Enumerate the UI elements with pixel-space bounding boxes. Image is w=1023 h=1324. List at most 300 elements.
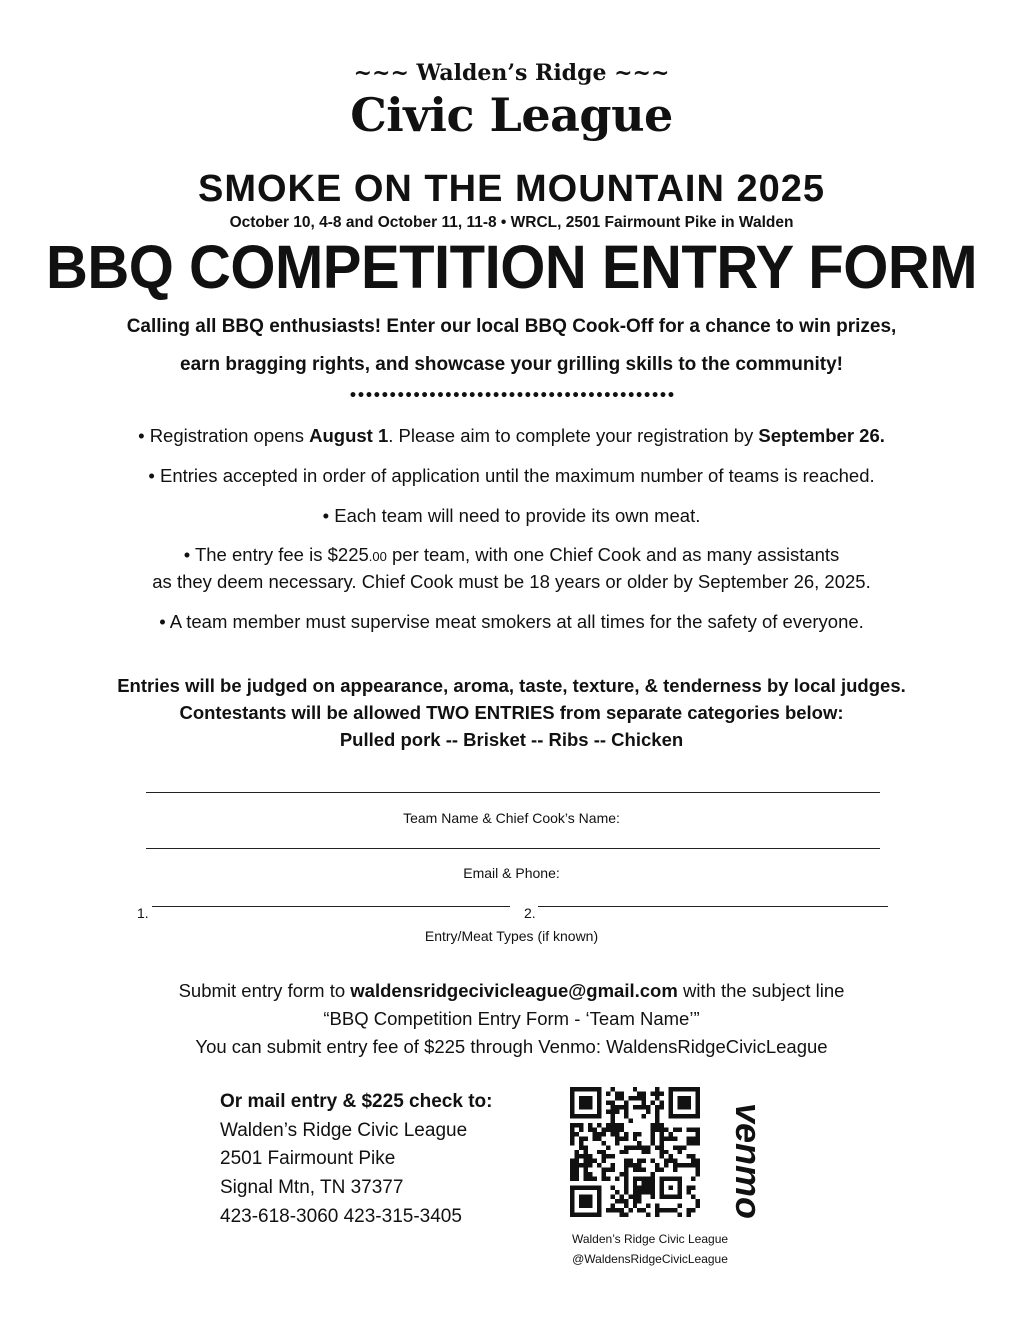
qr-module	[606, 1100, 610, 1104]
form-title: BBQ COMPETITION ENTRY FORM	[45, 233, 978, 302]
qr-module	[610, 1114, 614, 1118]
qr-module	[673, 1127, 677, 1131]
qr-module	[678, 1204, 682, 1208]
qr-module	[646, 1204, 650, 1208]
qr-module	[624, 1172, 628, 1176]
qr-module	[651, 1136, 655, 1140]
qr-module	[588, 1123, 592, 1127]
qr-module	[687, 1213, 691, 1217]
qr-module	[570, 1132, 574, 1136]
qr-module	[637, 1096, 641, 1100]
qr-module	[655, 1163, 659, 1167]
qr-module	[691, 1141, 695, 1145]
qr-module	[664, 1127, 668, 1131]
qr-module	[687, 1186, 691, 1190]
qr-module	[678, 1127, 682, 1131]
qr-module	[678, 1213, 682, 1217]
qr-module	[642, 1105, 646, 1109]
qr-module	[619, 1091, 623, 1095]
qr-module	[651, 1159, 655, 1163]
qr-module	[624, 1150, 628, 1154]
qr-module	[696, 1159, 700, 1163]
email-phone-line[interactable]	[146, 848, 880, 849]
qr-module	[610, 1163, 614, 1167]
qr-module	[696, 1168, 700, 1172]
judging-line-2: Contestants will be allowed TWO ENTRIES from separate categories below:	[179, 702, 844, 723]
entry-1-number: 1.	[137, 905, 149, 921]
bullet-fee-line-2: as they deem necessary. Chief Cook must be 18 years or older by September 26, 2025.	[152, 571, 871, 592]
qr-module	[646, 1105, 650, 1109]
qr-module	[570, 1177, 574, 1181]
qr-module	[646, 1186, 650, 1190]
qr-module	[570, 1127, 574, 1131]
qr-module	[592, 1127, 596, 1131]
qr-module	[615, 1141, 619, 1145]
qr-module	[583, 1154, 587, 1158]
qr-module	[655, 1118, 659, 1122]
qr-module	[642, 1177, 646, 1181]
qr-module	[642, 1091, 646, 1095]
qr-module	[624, 1177, 628, 1181]
qr-module	[624, 1181, 628, 1185]
qr-module	[691, 1208, 695, 1212]
qr-module	[583, 1172, 587, 1176]
qr-module	[696, 1163, 700, 1167]
org-name-main: Civic League	[350, 88, 673, 142]
qr-module	[637, 1168, 641, 1172]
qr-module	[624, 1114, 628, 1118]
qr-module	[610, 1100, 614, 1104]
qr-module	[655, 1087, 659, 1091]
team-name-label: Team Name & Chief Cook’s Name:	[403, 810, 620, 826]
qr-module	[696, 1132, 700, 1136]
qr-module	[588, 1163, 592, 1167]
qr-module	[691, 1186, 695, 1190]
qr-module	[615, 1190, 619, 1194]
qr-module	[619, 1136, 623, 1140]
qr-module	[570, 1163, 574, 1167]
qr-module	[633, 1096, 637, 1100]
qr-module	[678, 1163, 682, 1167]
qr-module	[687, 1190, 691, 1194]
qr-module	[592, 1132, 596, 1136]
qr-module	[592, 1136, 596, 1140]
qr-module	[660, 1091, 664, 1095]
qr-module	[655, 1109, 659, 1113]
qr-module	[579, 1163, 583, 1167]
qr-module	[637, 1141, 641, 1145]
qr-module	[655, 1105, 659, 1109]
qr-module	[673, 1163, 677, 1167]
qr-module	[619, 1127, 623, 1131]
qr-module	[669, 1136, 673, 1140]
qr-module	[651, 1127, 655, 1131]
qr-module	[574, 1123, 578, 1127]
qr-module	[655, 1208, 659, 1212]
intro-line-1: Calling all BBQ enthusiasts! Enter our local BBQ Cook-Off for a chance to win prizes,	[126, 316, 897, 337]
qr-module	[637, 1145, 641, 1149]
mail-name: Walden’s Ridge Civic League	[220, 1120, 468, 1141]
qr-module	[570, 1141, 574, 1145]
qr-module	[588, 1172, 592, 1176]
qr-module	[687, 1208, 691, 1212]
qr-module	[606, 1177, 610, 1181]
qr-module	[588, 1159, 592, 1163]
qr-module	[669, 1154, 673, 1158]
qr-module	[628, 1118, 632, 1122]
qr-module	[606, 1145, 610, 1149]
qr-module	[669, 1132, 673, 1136]
qr-module	[619, 1096, 623, 1100]
qr-module	[610, 1204, 614, 1208]
qr-module	[637, 1208, 641, 1212]
qr-module	[615, 1105, 619, 1109]
qr-module	[624, 1213, 628, 1217]
qr-module	[583, 1168, 587, 1172]
qr-module	[696, 1136, 700, 1140]
qr-module	[664, 1150, 668, 1154]
entry-1-line[interactable]	[152, 906, 510, 907]
qr-module	[606, 1168, 610, 1172]
qr-module	[646, 1150, 650, 1154]
qr-module	[669, 1159, 673, 1163]
qr-module	[651, 1177, 655, 1181]
qr-module	[601, 1132, 605, 1136]
qr-module	[601, 1172, 605, 1176]
qr-module	[642, 1181, 646, 1185]
qr-module	[691, 1136, 695, 1140]
qr-module	[579, 1145, 583, 1149]
qr-module	[651, 1091, 655, 1095]
qr-module	[624, 1190, 628, 1194]
qr-module	[637, 1190, 641, 1194]
bullet-meat: • Each team will need to provide its own meat.	[322, 505, 701, 526]
qr-module	[642, 1150, 646, 1154]
qr-module	[588, 1127, 592, 1131]
qr-module	[583, 1177, 587, 1181]
qr-module	[570, 1136, 574, 1140]
qr-module	[691, 1163, 695, 1167]
qr-module	[655, 1127, 659, 1131]
qr-module	[660, 1154, 664, 1158]
qr-module	[660, 1136, 664, 1140]
qr-module	[655, 1204, 659, 1208]
qr-module	[646, 1213, 650, 1217]
qr-module	[610, 1127, 614, 1131]
qr-module	[619, 1208, 623, 1212]
team-name-line[interactable]	[146, 792, 880, 793]
qr-module	[682, 1145, 686, 1149]
qr-module	[660, 1168, 664, 1172]
qr-module	[624, 1204, 628, 1208]
qr-module	[615, 1132, 619, 1136]
mail-heading: Or mail entry & $225 check to:	[220, 1091, 493, 1112]
bullet-registration: • Registration opens August 1. Please aim to complete your registration by September 26.	[138, 425, 885, 446]
qr-module	[633, 1199, 637, 1203]
qr-module	[673, 1168, 677, 1172]
qr-module	[610, 1105, 614, 1109]
qr-module	[597, 1123, 601, 1127]
qr-module	[655, 1114, 659, 1118]
qr-module	[664, 1163, 668, 1167]
qr-module	[583, 1159, 587, 1163]
qr-module	[633, 1163, 637, 1167]
qr-module	[610, 1109, 614, 1113]
qr-module	[633, 1204, 637, 1208]
qr-module	[642, 1159, 646, 1163]
qr-module	[655, 1096, 659, 1100]
qr-module	[633, 1195, 637, 1199]
submit-subject: “BBQ Competition Entry Form - ‘Team Name’”	[323, 1008, 700, 1029]
qr-module	[637, 1159, 641, 1163]
qr-module	[687, 1141, 691, 1145]
venmo-qr-code-icon[interactable]	[570, 1086, 700, 1218]
qr-module	[660, 1150, 664, 1154]
qr-module	[633, 1190, 637, 1194]
qr-module	[642, 1145, 646, 1149]
qr-module	[691, 1154, 695, 1158]
qr-module	[624, 1145, 628, 1149]
qr-module	[642, 1096, 646, 1100]
qr-module	[642, 1168, 646, 1172]
qr-module	[660, 1123, 664, 1127]
judging-line-1: Entries will be judged on appearance, aroma, taste, texture, & tenderness by local judges.	[117, 675, 906, 696]
qr-module	[601, 1150, 605, 1154]
qr-module	[646, 1145, 650, 1149]
qr-module	[651, 1132, 655, 1136]
bullet-fee: • The entry fee is $225.00 per team, with one Chief Cook and as many assistants	[183, 544, 840, 565]
qr-module	[691, 1159, 695, 1163]
org-name-top: ~~~ Walden’s Ridge ~~~	[353, 60, 670, 86]
qr-module	[646, 1190, 650, 1194]
qr-module	[642, 1100, 646, 1104]
qr-module	[628, 1163, 632, 1167]
qr-module	[619, 1199, 623, 1203]
meat-categories: Pulled pork -- Brisket -- Ribs -- Chicken	[339, 729, 684, 750]
qr-module	[601, 1127, 605, 1131]
qr-module	[696, 1172, 700, 1176]
qr-module	[619, 1123, 623, 1127]
qr-module	[615, 1127, 619, 1131]
qr-module	[651, 1100, 655, 1104]
qr-module	[610, 1154, 614, 1158]
qr-module	[660, 1105, 664, 1109]
bullet-supervise: • A team member must supervise meat smokers at all times for the safety of everyone.	[159, 611, 864, 632]
qr-module	[588, 1177, 592, 1181]
submit-email[interactable]: waldensridgecivicleague@gmail.com	[350, 980, 678, 1001]
qr-module	[655, 1145, 659, 1149]
qr-module	[651, 1190, 655, 1194]
qr-module	[628, 1145, 632, 1149]
qr-module	[583, 1150, 587, 1154]
qr-module	[570, 1172, 574, 1176]
qr-module	[615, 1123, 619, 1127]
qr-module	[624, 1105, 628, 1109]
qr-module	[574, 1172, 578, 1176]
qr-module	[633, 1181, 637, 1185]
venmo-caption-name: Walden’s Ridge Civic League	[571, 1232, 729, 1246]
qr-module	[687, 1163, 691, 1167]
qr-module	[655, 1168, 659, 1172]
qr-module	[660, 1208, 664, 1212]
qr-module	[624, 1199, 628, 1203]
entry-2-line[interactable]	[538, 906, 888, 907]
venmo-logo: venmo	[728, 1102, 769, 1220]
event-dates-location: October 10, 4-8 and October 11, 11-8 • WRCL, 2501 Fairmount Pike in Walden	[229, 214, 794, 231]
qr-module	[624, 1109, 628, 1113]
qr-module	[660, 1100, 664, 1104]
qr-module	[651, 1123, 655, 1127]
qr-module	[646, 1181, 650, 1185]
qr-module	[651, 1172, 655, 1176]
qr-module	[583, 1145, 587, 1149]
mail-street: 2501 Fairmount Pike	[220, 1148, 396, 1169]
qr-module	[633, 1168, 637, 1172]
qr-module	[574, 1154, 578, 1158]
qr-module	[642, 1114, 646, 1118]
qr-module	[633, 1145, 637, 1149]
qr-module	[673, 1145, 677, 1149]
qr-module	[570, 1159, 574, 1163]
qr-module	[624, 1163, 628, 1167]
qr-module	[574, 1177, 578, 1181]
qr-module	[606, 1154, 610, 1158]
qr-module	[606, 1208, 610, 1212]
qr-module	[664, 1159, 668, 1163]
qr-module	[615, 1199, 619, 1203]
qr-module	[597, 1150, 601, 1154]
qr-module	[664, 1136, 668, 1140]
qr-module	[574, 1163, 578, 1167]
qr-module	[574, 1150, 578, 1154]
submit-line-1: Submit entry form to waldensridgecivicleague@gmail.com with the subject line	[178, 980, 845, 1001]
qr-module	[574, 1168, 578, 1172]
qr-module	[682, 1163, 686, 1167]
qr-module	[588, 1154, 592, 1158]
qr-module	[592, 1159, 596, 1163]
qr-module	[628, 1195, 632, 1199]
qr-module	[615, 1109, 619, 1113]
qr-module	[606, 1109, 610, 1113]
venmo-caption-handle: @WaldensRidgeCivicLeague	[572, 1252, 728, 1266]
qr-module	[579, 1141, 583, 1145]
mail-city: Signal Mtn, TN 37377	[220, 1177, 404, 1198]
qr-module	[637, 1091, 641, 1095]
qr-module	[601, 1168, 605, 1172]
qr-module	[624, 1132, 628, 1136]
qr-module	[624, 1100, 628, 1104]
qr-module	[637, 1199, 641, 1203]
qr-module	[678, 1150, 682, 1154]
qr-module	[655, 1123, 659, 1127]
qr-module	[606, 1123, 610, 1127]
qr-module	[615, 1091, 619, 1095]
qr-module	[619, 1105, 623, 1109]
qr-module	[619, 1195, 623, 1199]
qr-module	[651, 1186, 655, 1190]
qr-module	[610, 1195, 614, 1199]
qr-module	[574, 1159, 578, 1163]
qr-module	[642, 1186, 646, 1190]
qr-module	[606, 1091, 610, 1095]
mail-phones: 423-618-3060 423-315-3405	[220, 1206, 462, 1227]
qr-module	[606, 1127, 610, 1131]
qr-module	[696, 1204, 700, 1208]
qr-module	[579, 1127, 583, 1131]
qr-module	[687, 1154, 691, 1158]
qr-module	[637, 1177, 641, 1181]
qr-module	[633, 1136, 637, 1140]
qr-module	[651, 1181, 655, 1185]
qr-module	[655, 1213, 659, 1217]
qr-module	[570, 1123, 574, 1127]
qr-module	[628, 1208, 632, 1212]
qr-module	[637, 1163, 641, 1167]
qr-module	[610, 1208, 614, 1212]
qr-module	[628, 1096, 632, 1100]
entry-2-number: 2.	[524, 905, 536, 921]
qr-module	[601, 1141, 605, 1145]
qr-module	[579, 1123, 583, 1127]
event-title: SMOKE ON THE MOUNTAIN 2025	[197, 168, 826, 210]
qr-module	[610, 1132, 614, 1136]
qr-module	[691, 1195, 695, 1199]
qr-module	[673, 1136, 677, 1140]
qr-module	[673, 1208, 677, 1212]
qr-module	[655, 1091, 659, 1095]
qr-module	[669, 1208, 673, 1212]
qr-module	[696, 1127, 700, 1131]
qr-module	[597, 1132, 601, 1136]
qr-module	[592, 1177, 596, 1181]
qr-module	[691, 1177, 695, 1181]
qr-module	[646, 1109, 650, 1113]
submit-venmo-line: You can submit entry fee of $225 through Venmo: WaldensRidgeCivicLeague	[195, 1036, 828, 1057]
qr-module	[633, 1186, 637, 1190]
qr-module	[633, 1087, 637, 1091]
intro-line-2: earn bragging rights, and showcase your grilling skills to the community!	[180, 354, 843, 375]
qr-module	[633, 1132, 637, 1136]
qr-module	[583, 1163, 587, 1167]
qr-module	[574, 1132, 578, 1136]
qr-module	[673, 1159, 677, 1163]
qr-module	[610, 1186, 614, 1190]
email-phone-label: Email & Phone:	[463, 865, 560, 881]
qr-module	[660, 1141, 664, 1145]
qr-module	[610, 1118, 614, 1122]
qr-module	[619, 1213, 623, 1217]
qr-module	[601, 1159, 605, 1163]
qr-module	[610, 1123, 614, 1127]
qr-module	[570, 1168, 574, 1172]
bullet-entries: • Entries accepted in order of application until the maximum number of teams is reached.	[148, 465, 875, 486]
qr-module	[696, 1199, 700, 1203]
qr-module	[583, 1136, 587, 1140]
qr-module	[687, 1136, 691, 1140]
qr-module	[642, 1208, 646, 1212]
qr-module	[637, 1105, 641, 1109]
qr-module	[610, 1168, 614, 1172]
qr-module	[660, 1145, 664, 1149]
qr-module	[664, 1208, 668, 1212]
qr-module	[579, 1154, 583, 1158]
qr-module	[642, 1190, 646, 1194]
qr-module	[660, 1127, 664, 1131]
qr-module	[691, 1127, 695, 1131]
qr-module	[601, 1154, 605, 1158]
qr-module	[633, 1177, 637, 1181]
qr-module	[615, 1136, 619, 1140]
